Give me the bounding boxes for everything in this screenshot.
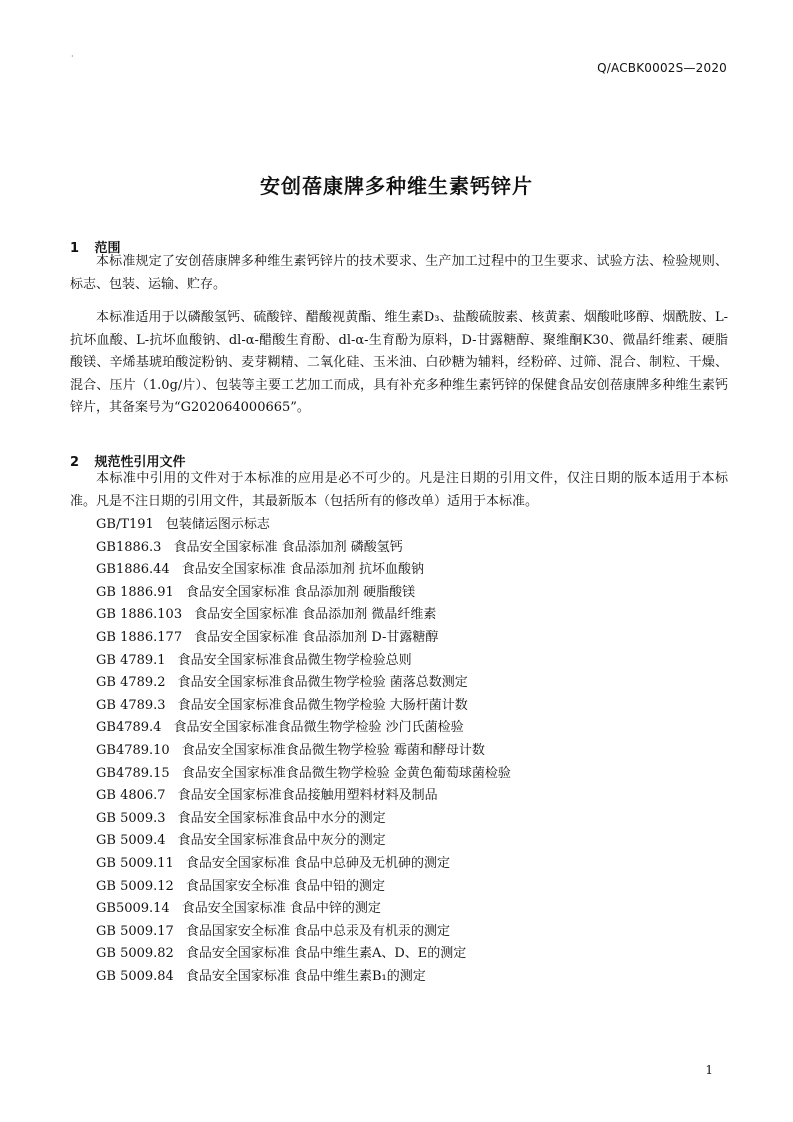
reference-item — [96, 853, 511, 876]
reference-item — [96, 876, 511, 899]
reference-code: GB 4789.2 — [96, 675, 166, 691]
reference-title: 食品安全国家标准食品微生物学检验 金黄色葡萄球菌检验 — [181, 765, 511, 781]
reference-item — [96, 582, 511, 605]
reference-code: GB 4789.1 — [96, 652, 166, 668]
document-title: 安创蓓康牌多种维生素钙锌片 — [260, 174, 533, 198]
standard-code: Q/ACBK0002S—2020 — [597, 61, 727, 75]
reference-code: GB1886.44 — [96, 562, 170, 578]
reference-item — [96, 514, 511, 537]
reference-title: 食品安全国家标准 食品添加剂 硬脂酸镁 — [185, 584, 416, 600]
reference-item — [96, 943, 511, 966]
reference-code: GB 5009.3 — [96, 810, 166, 826]
reference-code: GB 5009.12 — [96, 878, 174, 894]
reference-title: 食品安全国家标准 食品添加剂 D-甘露糖醇 — [194, 629, 439, 645]
reference-code: GB 5009.84 — [96, 968, 174, 984]
section-1-number: 1 — [70, 241, 80, 256]
reference-item — [96, 717, 511, 740]
reference-title: 食品安全国家标准 食品中总砷及无机砷的测定 — [185, 855, 450, 871]
reference-code: GB5009.14 — [96, 901, 170, 917]
reference-item — [96, 830, 511, 853]
reference-item — [96, 740, 511, 763]
reference-title: 食品安全国家标准 食品添加剂 微晶纤维素 — [194, 607, 437, 623]
reference-item — [96, 966, 511, 989]
reference-title: 食品安全国家标准 食品添加剂 抗坏血酸钠 — [181, 562, 424, 578]
reference-item — [96, 672, 511, 695]
reference-code: GB1886.3 — [96, 539, 162, 555]
reference-item — [96, 650, 511, 673]
reference-code: GB 5009.4 — [96, 833, 166, 849]
section-2-number: 2 — [70, 455, 80, 470]
reference-list — [96, 514, 511, 988]
reference-title: 食品国家安全标准 食品中总汞及有机汞的测定 — [185, 923, 450, 939]
page-number: 1 — [705, 1063, 713, 1077]
reference-code: GB4789.4 — [96, 720, 162, 736]
reference-title: 食品安全国家标准食品中灰分的测定 — [177, 833, 386, 849]
reference-item — [96, 537, 511, 560]
reference-code: GB4789.15 — [96, 765, 170, 781]
reference-code: GB4789.10 — [96, 742, 170, 758]
reference-title: 食品安全国家标准食品中水分的测定 — [177, 810, 386, 826]
section-2-paragraph-1: 本标准中引用的文件对于本标准的应用是必不可少的。凡是注日期的引用文件，仅注日期的版本适用于本标准。凡是不注日期的引用文件，其最新版本（包括所有的修改单）适用于本标准。 — [70, 471, 728, 509]
corner-mark: · — [71, 52, 74, 61]
reference-title: 食品安全国家标准食品微生物学检验总则 — [177, 652, 412, 668]
reference-title: 食品安全国家标准 食品中维生素A、D、E的测定 — [185, 946, 467, 962]
reference-item — [96, 627, 511, 650]
reference-title: 食品安全国家标准食品微生物学检验 大肠杆菌计数 — [177, 697, 468, 713]
section-2-title: 规范性引用文件 — [94, 455, 186, 470]
reference-item — [96, 604, 511, 627]
reference-code: GB 5009.82 — [96, 946, 174, 962]
reference-title: 食品安全国家标准食品接触用塑料材料及制品 — [177, 788, 438, 804]
reference-item — [96, 898, 511, 921]
reference-item — [96, 763, 511, 786]
reference-item — [96, 785, 511, 808]
reference-title: 食品安全国家标准食品微生物学检验 菌落总数测定 — [177, 675, 468, 691]
section-1-paragraph-1: 本标准规定了安创蓓康牌多种维生素钙锌片的技术要求、生产加工过程中的卫生要求、试验方法、检验规则、标志、包装、运输、贮存。 — [70, 254, 728, 292]
reference-item — [96, 921, 511, 944]
reference-item — [96, 695, 511, 718]
reference-code: GB/T191 — [96, 517, 154, 532]
reference-code: GB 1886.91 — [96, 584, 174, 600]
reference-title: 食品安全国家标准 食品中维生素B₁的测定 — [185, 968, 426, 984]
reference-title: 包装储运图示标志 — [165, 517, 270, 532]
reference-item — [96, 808, 511, 831]
section-1-paragraph-2: 本标准适用于以磷酸氢钙、硫酸锌、醋酸视黄酯、维生素D₃、盐酸硫胺素、核黄素、烟酸吡哆醇、烟酰胺、L-抗坏血酸、L-抗坏血酸钠、dl-α-醋酸生育酚、dl-α-生育酚为原料，D-甘露糖醇、聚维酮K30、微晶纤维素、硬脂酸镁、辛烯基琥珀酸淀粉钠、麦芽糊精、二氧化硅、玉米油、白砂糖为辅料，经粉碎、过筛、混合、制粒、干燥、混合、压片（1.0g/片）、包装等主要工艺加工而成，具有补充多种维生素钙锌的保健食品安创蓓康牌多种维生素钙锌片，其备案号为“G202064000665”。 — [70, 310, 728, 416]
reference-title: 食品安全国家标准 食品添加剂 磷酸氢钙 — [173, 539, 403, 555]
reference-code: GB 4789.3 — [96, 697, 166, 713]
reference-code: GB 5009.11 — [96, 855, 174, 871]
reference-title: 食品安全国家标准 食品中锌的测定 — [181, 901, 381, 917]
reference-code: GB 5009.17 — [96, 923, 174, 939]
reference-code: GB 4806.7 — [96, 788, 166, 804]
reference-item — [96, 559, 511, 582]
section-1-title: 范围 — [94, 241, 121, 256]
reference-title: 食品国家安全标准 食品中铅的测定 — [185, 878, 385, 894]
reference-code: GB 1886.177 — [96, 629, 183, 645]
reference-title: 食品安全国家标准食品微生物学检验 沙门氏菌检验 — [173, 720, 464, 736]
reference-code: GB 1886.103 — [96, 607, 183, 623]
reference-title: 食品安全国家标准食品微生物学检验 霉菌和酵母计数 — [181, 742, 485, 758]
